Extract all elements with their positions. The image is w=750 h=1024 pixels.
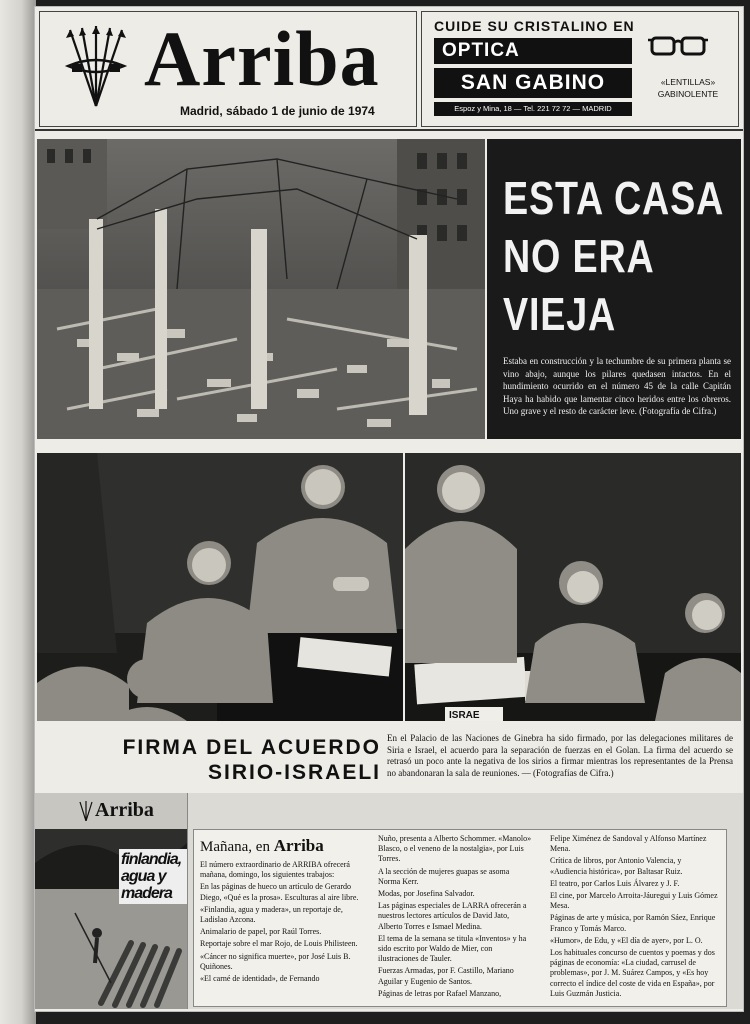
col1-item: «Finlandia, agua y madera», un reportaje de, Ladislao Azcona. xyxy=(200,904,343,925)
col3-item: Felipe Ximénez de Sandoval y Alfonso Martínez Mena. xyxy=(550,834,707,854)
col3-item: El cine, por Marcelo Arroita-Jáuregui y Luis Gómez Mesa. xyxy=(550,891,718,911)
signing-ceremony-image xyxy=(405,453,741,721)
dateline: Madrid, sábado 1 de junio de 1974 xyxy=(180,104,375,118)
advert-tagline: CUIDE SU CRISTALINO EN xyxy=(434,18,635,34)
tomorrow-contents-box xyxy=(193,829,727,1007)
mini-newspaper-logo: Arriba xyxy=(95,799,154,821)
col1-item: En las páginas de hueco un artículo de Gerardo Diego, «Qué es la prosa». Esculturas al aire libre. xyxy=(200,882,359,902)
col2-item: Modas, por Josefina Salvador. xyxy=(378,889,475,899)
col2-item: A la sección de mujeres guapas se asoma Norma Kerr. xyxy=(378,866,510,886)
military-delegates-image xyxy=(37,453,403,721)
col2-item: Fuerzas Armadas, por F. Castillo, Mariano Aguilar y Eugenio de Santos. xyxy=(378,966,514,986)
advert-side-line1: «LENTILLAS» xyxy=(660,77,716,87)
col2-item: Páginas de letras por Rafael Manzano, xyxy=(378,988,502,998)
col1-item: «Cáncer no significa muerte», por José Luis B. Quiñones. xyxy=(200,951,351,971)
story2-headline xyxy=(65,735,381,785)
masthead xyxy=(35,7,743,131)
preview-title-prefix: Mañana, en xyxy=(200,839,270,855)
sunday-cover-thumbnail xyxy=(35,793,188,1009)
masthead-title-box xyxy=(39,11,417,127)
mini-cover-headline xyxy=(119,849,188,904)
col1-item: Animalario de papel, por Raúl Torres. xyxy=(200,927,322,937)
rubble-image xyxy=(37,139,485,439)
yoke-and-arrows-emblem-icon xyxy=(64,24,128,108)
book-binding xyxy=(0,0,36,1024)
col3-item: El teatro, por Carlos Luis Álvarez y J. F. xyxy=(550,878,680,888)
newspaper-logo: Arriba xyxy=(144,15,380,102)
advert-shop-name: SAN GABINO xyxy=(434,68,632,98)
advert-optica: OPTICA xyxy=(434,38,632,64)
col3-item: Los habituales concurso de cuentos y poemas y dos páginas de economía: «La ciudad, carrusel de problemas», por J. M. Suárez Campos, y «Es hoy correcto el índice del coste de vida en España», por Luis Guzmán Justicia. xyxy=(550,948,715,998)
col2-item: Las páginas especiales de LARRA ofrecerán a nuestros lectores artículos de David Jato, Alberto Torres e Ismael Medina. xyxy=(378,901,527,931)
mini-headline-line1: finlandia, xyxy=(121,851,182,868)
story1-headline-line2: NO ERA xyxy=(503,230,655,282)
story1-caption: Estaba en construcción y la techumbre de su primera planta se vino abajo, aunque los pilares quedasen intactos. En el hundimiento ocurrido en el número 45 de la calle Capitán Haya ha habido que lamentar cinco heridos entre los obreros. Uno grave y el resto de carácter leve. (Fotografía de Cifra.) xyxy=(503,356,731,416)
col1-item: Reportaje sobre el mar Rojo, de Louis Philisteen. xyxy=(200,939,358,949)
advert-address: Espoz y Mina, 18 — Tel. 221 72 72 — MADRID xyxy=(434,102,632,116)
story1-headline xyxy=(503,169,725,343)
advert-side-line2: GABINOLENTE xyxy=(657,89,719,99)
preview-title-name: Arriba xyxy=(273,836,324,855)
story-building-collapse xyxy=(487,139,741,439)
preview-column-1 xyxy=(200,860,360,986)
story2-headline-line2: SIRIO-ISRAELI xyxy=(207,761,381,784)
col3-item: «Humor», de Edu, y «El día de ayer», por L. O. xyxy=(550,935,703,945)
table-name-sign: ISRAE xyxy=(449,710,480,721)
eyeglasses-icon xyxy=(648,32,708,58)
newspaper-page xyxy=(34,6,744,1012)
story1-headline-line3: VIEJA xyxy=(503,288,617,340)
col3-item: Páginas de arte y música, por Ramón Sáez, Enrique Franco y Tomás Marco. xyxy=(550,913,716,933)
story1-headline-line1: ESTA CASA xyxy=(503,172,725,224)
col1-item: El número extraordinario de ARRIBA ofrecerá mañana, domingo, los siguientes trabajos: xyxy=(200,860,350,880)
mini-headline-line3: madera xyxy=(121,885,172,902)
preview-title xyxy=(200,836,324,856)
col3-item: Crítica de libros, por Antonio Valencia, y «Audiencia histórica», por Baltasar Ruiz. xyxy=(550,856,683,876)
story2-headline-line1: FIRMA DEL ACUERDO xyxy=(122,736,381,759)
advert-side-text xyxy=(638,76,738,100)
col1-item: «El carné de identidad», de Fernando xyxy=(200,974,320,984)
optician-advert xyxy=(421,11,739,127)
story2-caption: En el Palacio de las Naciones de Ginebra ha sido firmado, por las delegaciones militares de Siria e Israel, el acuerdo para la separación de fuerzas en el Golan. La firma del acuerdo se retrasó un poco ante la negativa de los sirios a firmar mientras los representantes de la Prensa no abandonaran la sala de reuniones. — (Fotografías de Cifra.) xyxy=(387,733,733,778)
col2-item: Nuño, presenta a Alberto Schommer. «Manolo» Blasco, o el veneno de la nostalgia», por Luis Torres. xyxy=(378,834,532,864)
preview-column-3 xyxy=(550,834,720,1001)
mini-headline-line2: agua y xyxy=(121,868,166,885)
mini-emblem-icon xyxy=(79,801,93,821)
collapsed-building-photo xyxy=(37,139,485,439)
delegation-photo-left xyxy=(37,453,403,721)
col2-item: El tema de la semana se titula «Inventos» y ha sido escrito por Waldo de Mier, con ilustraciones de Tauler. xyxy=(378,933,527,964)
preview-column-2 xyxy=(378,834,532,1001)
delegation-photo-right xyxy=(405,453,741,721)
sunday-preview-section xyxy=(35,793,743,1009)
